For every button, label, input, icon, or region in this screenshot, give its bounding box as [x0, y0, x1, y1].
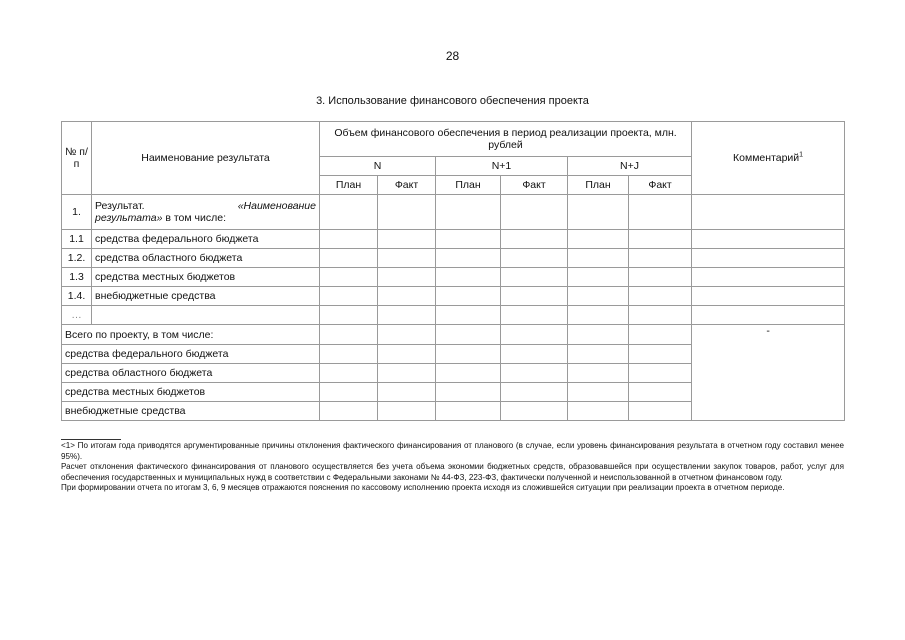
- totals-label: внебюджетные средства: [62, 402, 320, 421]
- table-row: [62, 249, 845, 268]
- table-row: [62, 230, 845, 249]
- header-volume: Объем финансового обеспечения в период реализации проекта, млн. рублей: [320, 122, 692, 157]
- totals-label: средства местных бюджетов: [62, 383, 320, 402]
- totals-comment: -: [692, 325, 845, 421]
- totals-label: средства федерального бюджета: [62, 345, 320, 364]
- footnote-3: При формировании отчета по итогам 3, 6, 9 месяцев отражаются пояснения по кассовому исполнению проекта исходя из сложившейся ситуации при реализации проекта в отчетном периоде.: [61, 483, 785, 493]
- row-num: 1.3: [62, 268, 92, 287]
- row-num: 1.: [62, 195, 92, 230]
- table-row: [62, 268, 845, 287]
- totals-label: средства областного бюджета: [62, 364, 320, 383]
- header-num: № п/п: [62, 122, 92, 195]
- row-num: 1.1: [62, 230, 92, 249]
- header-fact: Факт: [501, 176, 568, 195]
- header-plan: План: [436, 176, 501, 195]
- row-name: внебюджетные средства: [92, 287, 320, 306]
- totals-row: [62, 325, 845, 345]
- footnote-2: Расчет отклонения фактического финансирования от планового осуществляется без учета объема экономии бюджетных средств, образовавшейся при осуществлении закупок товаров, работ, услуг для обеспечения государственных и муниципальных нужд в соответствии с Федеральными законами № 44-ФЗ, 223-ФЗ, фактически полученной и неиспользованной в отчетном финансовом году.: [61, 462, 844, 482]
- section-title: 3. Использование финансового обеспечения проекта: [316, 95, 589, 107]
- row-name: Результат. «Наименование результата» в том числе:: [92, 195, 320, 230]
- row-num: 1.4.: [62, 287, 92, 306]
- table-row: [62, 287, 845, 306]
- row-name: средства федерального бюджета: [92, 230, 320, 249]
- header-result-name: Наименование результата: [92, 122, 320, 195]
- footnote-1: <1> По итогам года приводятся аргументированные причины отклонения фактического финансирования от планового (в случае, если уровень финансирования результата в отчетном году составил менее 95%).: [61, 441, 844, 461]
- header-plan: План: [320, 176, 378, 195]
- table-row: [62, 195, 845, 230]
- footnotes: [61, 441, 844, 494]
- row-num: …: [62, 306, 92, 325]
- totals-label: Всего по проекту, в том числе:: [62, 325, 320, 345]
- row-name: средства местных бюджетов: [92, 268, 320, 287]
- row-name: [92, 306, 320, 325]
- row-name: средства областного бюджета: [92, 249, 320, 268]
- table-row: [62, 306, 845, 325]
- page-number: 28: [445, 49, 460, 63]
- header-plan: План: [568, 176, 629, 195]
- header-comment: Комментарий$^1$: [692, 122, 845, 195]
- header-fact: Факт: [629, 176, 692, 195]
- footnote-divider: [61, 439, 121, 440]
- financing-table: [61, 121, 845, 421]
- header-period-n1: N+1: [436, 157, 568, 176]
- header-fact: Факт: [378, 176, 436, 195]
- row-num: 1.2.: [62, 249, 92, 268]
- header-period-n: N: [320, 157, 436, 176]
- header-period-nj: N+J: [568, 157, 692, 176]
